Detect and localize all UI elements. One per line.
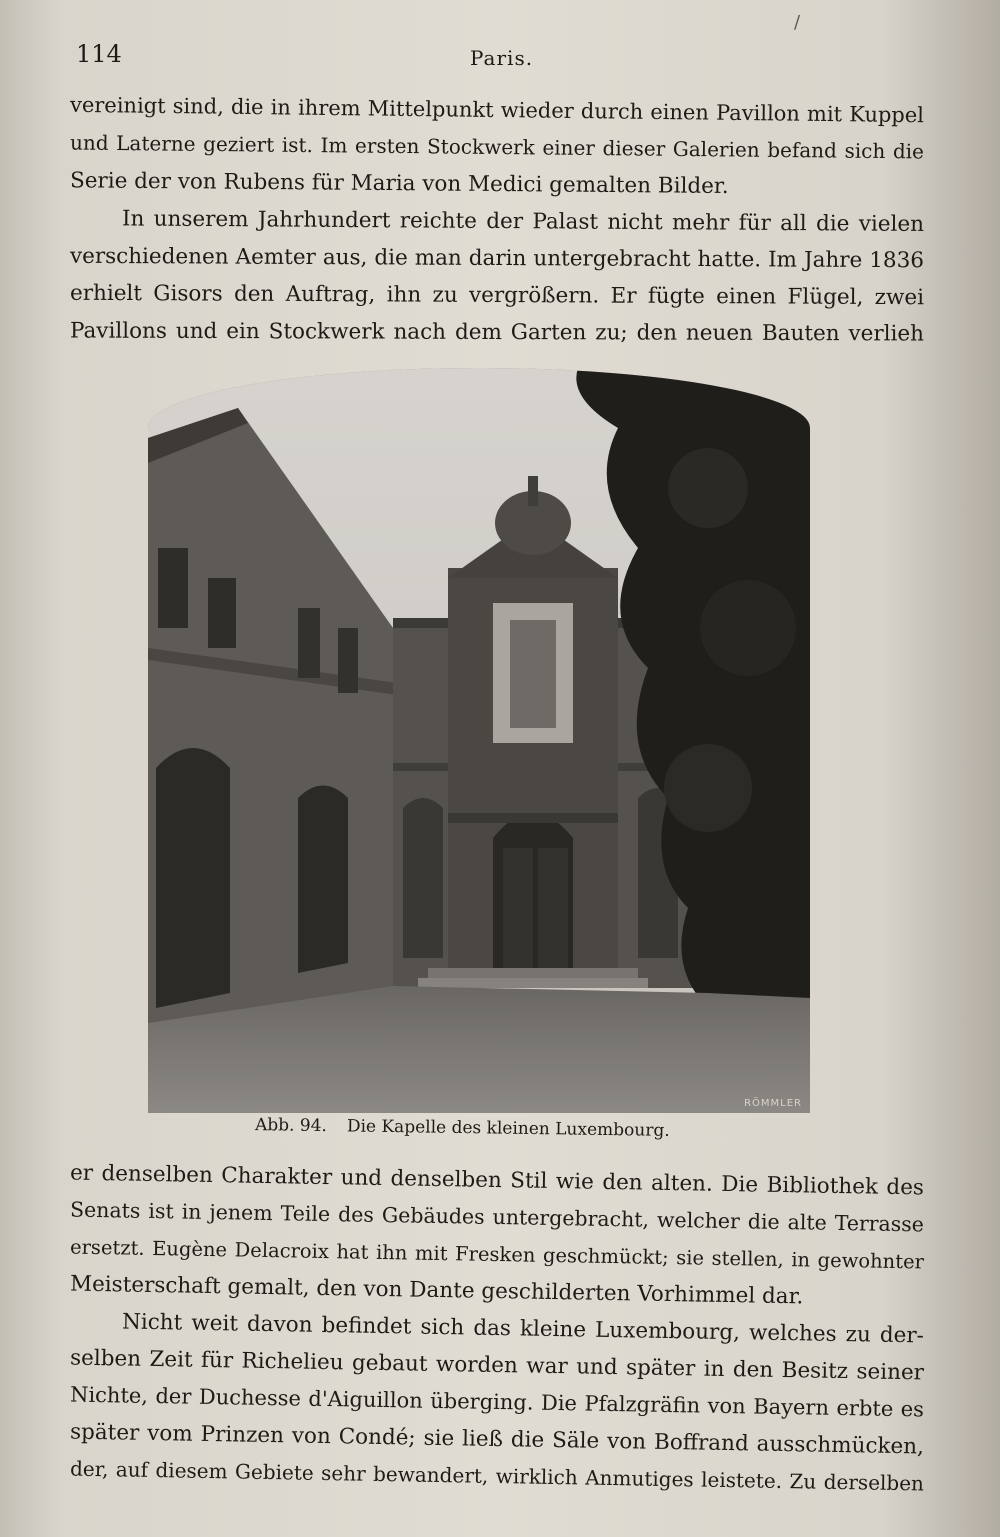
text-line: erhielt Gisors den Auftrag, ihn zu vergrößern. Er fügte einen Flügel, zwei xyxy=(69,280,925,311)
text-line: Nichte, der Duchesse d'Aiguillon überging. Die Pfalzgräfin von Bayern erbte es xyxy=(69,1382,925,1422)
figure-number: Abb. 94. xyxy=(254,1115,328,1137)
top-paragraphs xyxy=(70,92,924,351)
stray-mark: / xyxy=(794,12,801,33)
bottom-paragraphs xyxy=(70,1162,924,1495)
running-head: Paris. xyxy=(470,46,534,70)
text-line: Pavillons und ein Stockwerk nach dem Garten zu; den neuen Bauten verlieh xyxy=(69,318,925,347)
chapel-photograph xyxy=(148,368,810,1113)
text-line: Serie der von Rubens für Maria von Medici gemalten Bilder. xyxy=(69,168,729,200)
text-line: der, auf diesem Gebiete sehr bewandert, wirklich Anmutiges leistete. Zu derselben xyxy=(69,1456,925,1496)
text-line: Nicht weit davon befindet sich das kleine Luxembourg, welches zu der- xyxy=(121,1309,925,1349)
photo-credit: RÖMMLER xyxy=(744,1098,802,1109)
text-line: später vom Prinzen von Condé; sie ließ die Säle von Boffrand ausschmücken, xyxy=(69,1419,925,1460)
page-number: 114 xyxy=(76,40,122,68)
photo-illustration xyxy=(148,368,810,1113)
text-line: Senats ist in jenem Teile des Gebäudes untergebracht, welcher die alte Terrasse xyxy=(69,1197,925,1237)
figure-caption xyxy=(255,1115,670,1141)
text-line: Meisterschaft gemalt, den von Dante geschilderten Vorhimmel dar. xyxy=(69,1271,804,1310)
text-line: und Laterne geziert ist. Im ersten Stockwerk einer dieser Galerien befand sich die xyxy=(69,130,925,164)
text-line: vereinigt sind, die in ihrem Mittelpunkt wieder durch einen Pavillon mit Kuppel xyxy=(69,92,925,128)
text-line: verschiedenen Aemter aus, die man darin untergebracht hatte. Im Jahre 1836 xyxy=(69,243,925,274)
text-line: er denselben Charakter und denselben Stil wie den alten. Die Bibliothek des xyxy=(69,1160,925,1201)
text-line: ersetzt. Eugène Delacroix hat ihn mit Fresken geschmückt; sie stellen, in gewohnter xyxy=(69,1235,925,1274)
caption-text: Die Kapelle des kleinen Luxembourg. xyxy=(346,1116,670,1141)
text-line: selben Zeit für Richelieu gebaut worden war und später in den Besitz seiner xyxy=(69,1345,925,1386)
text-line: In unserem Jahrhundert reichte der Palast nicht mehr für all die vielen xyxy=(121,206,925,237)
